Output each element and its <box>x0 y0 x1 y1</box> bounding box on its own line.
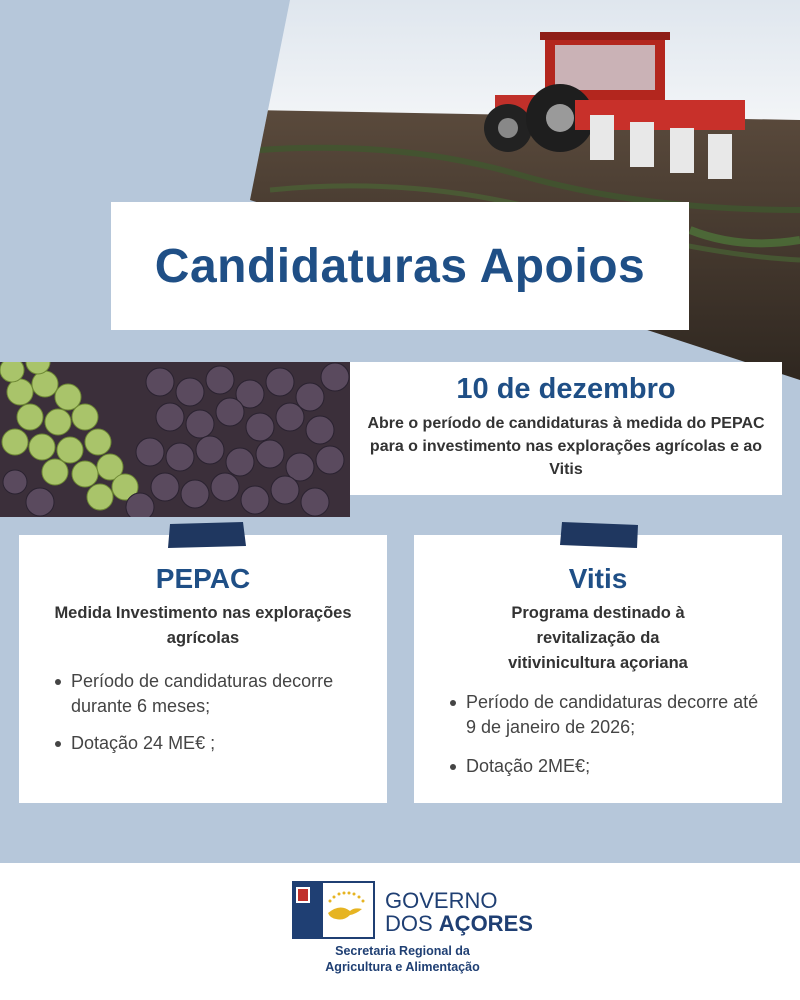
department-name: Secretaria Regional da Agricultura e Alimentação <box>325 944 480 974</box>
list-item: Dotação 24 ME€ ; <box>55 731 367 756</box>
list-item: Dotação 2ME€; <box>450 754 762 779</box>
tape-decoration <box>560 522 640 548</box>
card-vitis <box>414 535 782 803</box>
announcement-box <box>350 362 782 495</box>
card-title: PEPAC <box>155 563 251 594</box>
title-box <box>111 202 689 330</box>
list-item: Período de candidaturas decorre até 9 de janeiro de 2026; <box>450 690 762 740</box>
azores-flag-logo <box>292 881 375 939</box>
card-subtitle: Medida Investimento nas explorações agrícolas <box>54 604 352 647</box>
card-subtitle: Programa destinado à revitalização da vitivinicultura açoriana <box>508 604 688 672</box>
grapes-photo <box>0 362 350 517</box>
card-title: Vitis <box>568 563 628 594</box>
card-list <box>19 669 387 756</box>
announcement-description: Abre o período de candidaturas à medida do PEPAC para o investimento nas explorações agrícolas e ao Vitis <box>367 415 765 478</box>
government-logo-text <box>385 889 533 935</box>
announcement-date: 10 de dezembro <box>456 373 676 405</box>
tape-decoration <box>167 522 247 548</box>
card-list <box>414 690 782 779</box>
logo-line-2: DOS AÇORES <box>385 911 533 936</box>
logo-line-1: GOVERNO <box>385 888 498 913</box>
list-item: Período de candidaturas decorre durante 6 meses; <box>55 669 367 719</box>
page-title: Candidaturas Apoios <box>154 239 646 293</box>
logo-line-2-bold: AÇORES <box>438 911 533 936</box>
card-pepac <box>19 535 387 803</box>
